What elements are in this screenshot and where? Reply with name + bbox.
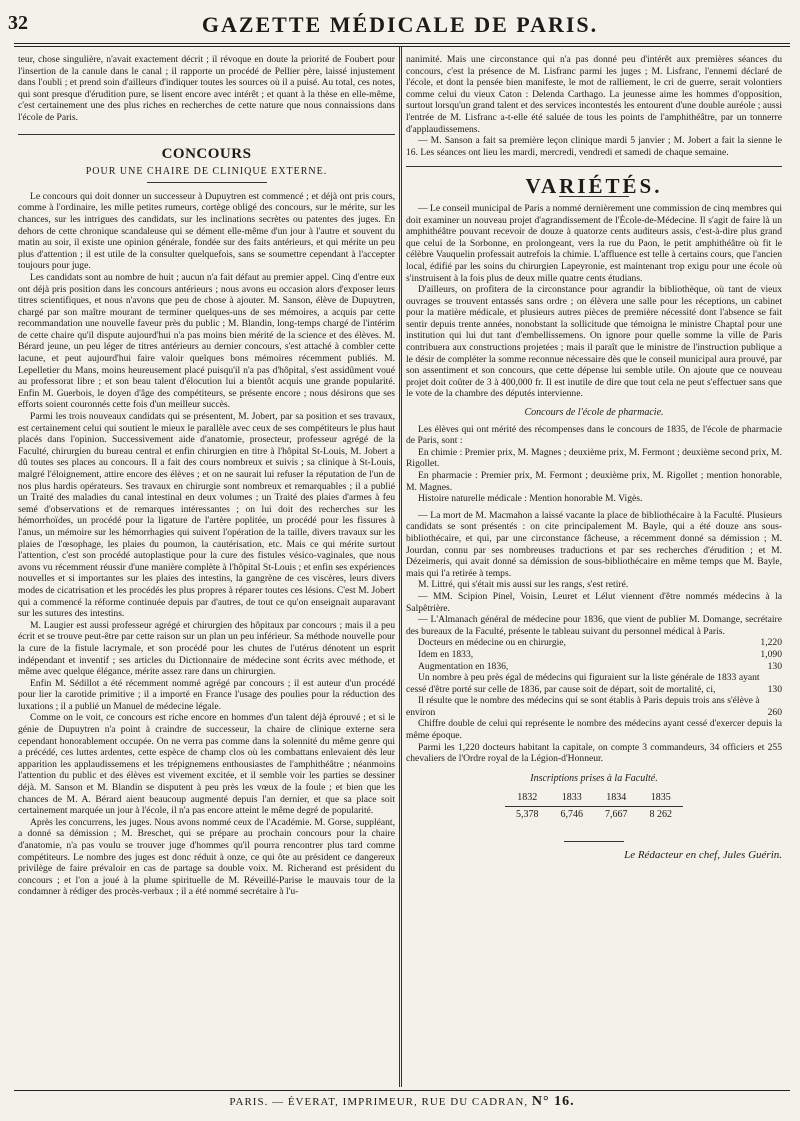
count-cell: 8 262 xyxy=(649,809,672,821)
subheading-rule xyxy=(147,182,267,183)
concours-paragraph: Les candidats sont au nombre de huit ; aucun n'a fait défaut au premier appel. Cinq d'entre eux ont déjà pris position dans les concours antérieurs ; nous avons eu occasion alors d'exposer leurs titres scientifiques, et nous n'avons que peu de chose à ajouter. M. Sanson, élève de Dupuytren, chargé par son maître mourant de terminer quelques-uns de ses mémoires, a acquis par cette recommandation une nouvelle faveur près du public ; M. Blandin, long-temps chargé de l'intérim de cette chaire qu'il dispute aujourd'hui n'a pas moins bien mérité de la science et des élèves. M. Bérard jeune, un peu léger de titres antérieurs au dernier concours, s'est attaché à combler cette lacune, et peut aujourd'hui faire valoir quelques bons mémoires récemment publiés. M. Lepelletier du Mans, moins heureusement placé puisqu'il n'a pas d'hôpital, s'est assidûment voué au professorat libre ; et son beau talent d'élocution lui a bientôt acquis une grande popularité. Enfin M. Guerbois, le doyen d'âge des compétiteurs, se présente encore ; nous désirons que ses efforts soient couronnés cette fois d'un meilleur succès. xyxy=(18,271,395,411)
concours-paragraph: M. Laugier est aussi professeur agrégé et chirurgien des hôpitaux par concours ; mais il a peu écrit et se trouve peut-être par cette raison sur un plan un peu inférieur. Sa méthode nouvelle pour la cure de la fistule lacrymale, et son procédé pour les chutes de l'utérus dénotent un esprit indépendant et inventif ; ses articles du Dictionnaire de médecine sont écrits avec méthode, et même avec quelque élégance, mérite assez rare dans un chirurgien. xyxy=(18,619,395,678)
footer-rule xyxy=(14,1090,790,1091)
stat-note: Un nombre à peu près égal de médecins qui figuraient sur la liste générale de 1833 ayant cessé d'être porté sur celle de 1836, par cause soit de départ, soit de mortalité, ci, 130 xyxy=(406,672,782,695)
section-rule xyxy=(18,134,395,135)
left-column xyxy=(18,54,395,1090)
pharmacie-line: En chimie : Premier prix, M. Magnes ; deuxième prix, M. Fermont ; deuxième second prix, M. Rigollet. xyxy=(406,446,782,470)
section-heading-varietes: VARIÉTÉS. xyxy=(525,174,663,199)
stat-note: Il résulte que le nombre des médecins qui se sont établis à Paris depuis trois ans s'élève à environ 260 xyxy=(406,695,782,718)
inscriptions-table xyxy=(505,790,683,822)
closing-rule xyxy=(564,841,624,842)
printer-line: PARIS. — ÉVERAT, IMPRIMEUR, RUE DU CADRAN, xyxy=(229,1096,529,1108)
pharmacie-intro: Les élèves qui ont mérité des récompenses dans le concours de 1835, de l'école de pharmacie de Paris, sont : xyxy=(406,423,782,447)
concours-paragraph: Comme on le voit, ce concours est riche encore en hommes d'un talent déjà éprouvé ; et si le génie de Dupuytren n'a point à craindre de successeur, la chaire de clinique externe sera cependant honorablement occupée. On ne verra pas comme dans la solennité du même genre qui a précédé, ces luttes ardentes, cette espèce de champ clos où les combattans enlevaient dès leur apparition les applaudissemens et les trépignemens enthousiastes de l'amphithéâtre ; néanmoins l'attention du public et des élèves est vivement excitée, et il semble voir les parties se dessiner déjà. M. Sanson et M. Blandin se disputent à peu près les vœux de la foule ; et bien que les chances de M. A. Bérard aient beaucoup augmenté depuis l'an dernier, et que sa place soit certainement marquée un jour à l'école, il n'a pas encore atteint le même degré de popularité. xyxy=(18,712,395,817)
varietes-paragraph: — Le conseil municipal de Paris a nommé dernièrement une commission de cinq membres qui doit examiner un nouveau projet d'agrandissement de l'École-de-Médecine. Il s'agit de faire là un amphithéâtre pouvant recevoir de douze à quatorze cents auditeurs assis, c'est-à-dire plus grand que celui de la Sorbonne, en prolongeant, vers la rue du Paon, le petit amphithéâtre où fit le célèbre Vauquelin professait autrefois la chimie. L'affluence est telle à certains cours, que l'ancien local, édifié par les soins du chirurgien Lapeyronie, est maintenant trop exigu pour une école où s'instruisent à la fois plus de deux mille quatre cents étudians. xyxy=(406,202,782,284)
year-cell: 1835 xyxy=(639,790,684,806)
editor-signature: Le Rédacteur en chef, Jules Guérin. xyxy=(624,848,782,861)
count-cell: 7,667 xyxy=(605,809,628,821)
stat-row: Docteurs en médecine ou en chirurgie, 1,220 xyxy=(418,637,782,649)
stat-row: Idem en 1833, 1,090 xyxy=(418,648,782,660)
lecon-paragraph: — M. Sanson a fait sa première leçon clinique mardi 5 janvier ; M. Jobert a fait la sienne le 16. Les séances ont lieu les mardi, mercredi, vendredi et samedi de chaque semaine. xyxy=(406,135,782,158)
stats-tail: Chiffre double de celui qui représente le nombre des médecins ayant cessé d'exercer depuis la même époque. xyxy=(406,718,782,742)
news-item: — L'Almanach général de médecine pour 1836, que vient de publier M. Domange, secrétaire des bureaux de la Faculté, présente le tableau suivant du personnel médical à Paris. xyxy=(406,614,782,637)
concours-subheading: POUR UNE CHAIRE DE CLINIQUE EXTERNE. xyxy=(85,166,328,178)
header-rule xyxy=(14,43,790,44)
journal-title: GAZETTE MÉDICALE DE PARIS. xyxy=(201,12,599,37)
stats-tail: Parmi les 1,220 docteurs habitant la capitale, on compte 3 commandeurs, 34 officiers et 255 chevaliers de l'Ordre royal de la Légion-d'Honneur. xyxy=(406,741,782,765)
concours-paragraph: Le concours qui doit donner un successeur à Dupuytren est commencé ; et déjà ont pris cours, comme à l'ordinaire, les mille petites rumeurs, cortège obligé des concours, sur le mérite, sur les chances, sur les intrigues des candidats, sur les inclinations secrètes ou patentes des juges. En dehors de cette chronique scandaleuse qui se dément elle-même d'un jour à l'autre et souvent du matin au soir, il existe une opinion générale, fondée sur des faits antérieurs, et qui mérite un peu plus d'attention ; il est utile de la consulter quelquefois, sans se soumettre cependant à l'accepter toujours pour juge. xyxy=(18,190,395,272)
year-cell: 1834 xyxy=(594,790,639,806)
article-continuation-right: nanimité. Mais une circonstance qui n'a pas donné peu d'intérêt aux premières séances du concours, c'est la présence de M. Lisfranc parmi les juges ; M. Lisfranc, l'ennemi déclaré de l'école, et dont la pensée bien manifeste, le mot de ralliement, le cri de guerre, serait volontiers comme celui du vieux Caton : Delenda Carthago. La jeunesse aime les hommes d'opposition, surtout lorsqu'un grand talent et des services incontestés les entourent d'une double auréole ; aussi l'entrée de M. Lisfranc a-t-elle été saluée de tous les points de l'amphithéâtre, par un tonnerre d'applaudissemens. xyxy=(406,54,782,135)
concours-paragraph: Après les concurrens, les juges. Nous avons nommé ceux de l'Académie. M. Gorse, suppléant, a donné sa démission ; M. Breschet, qui se prépare au prochain concours pour la chaire d'anatomie, n'a pas voulu se trouver juge d'hommes qu'il pourra rencontrer plus tard comme compétiteurs. Le nombre des juges est donc réduit à onze, ce qui ôte au président ce dangereux privilège de faire prévaloir en cas de partage sa double voix. M. Richerand est président du concours ; et l'on a joué à la plume spirituelle de M. Réveillé-Parise le mauvais tour de la condamner à rédiger des procès-verbaux ; il a été nommé secrétaire à l'u- xyxy=(18,816,395,898)
stat-row: Augmentation en 1836, 130 xyxy=(418,660,782,672)
news-item: — MM. Scipion Pinel, Voisin, Leuret et Lélut viennent d'être nommés médecins à la Salpêtrière. xyxy=(406,590,782,614)
column-separator xyxy=(399,47,402,1087)
article-continuation: teur, chose singulière, n'avait exactement décrit ; il révoque en doute la priorité de Foubert pour l'insertion de la canule dans le canal ; il rapporte un procédé de Pellier père, laissé injustement dans l'oubli ; et prend soin d'ailleurs d'indiquer toutes les sources où il a puisé. Au total, ces notes, qui sont presque d'érudition pure, se lisent encore avec intérêt ; et quant à la thèse en elle-même, c'est certainement une des plus riches en recherches de cette nature que nous connaissions dans l'école de Paris. xyxy=(18,54,395,123)
news-item: M. Littré, qui s'était mis aussi sur les rangs, s'est retiré. xyxy=(418,579,629,591)
pharmacie-heading: Concours de l'école de pharmacie. xyxy=(524,407,664,419)
year-cell: 1832 xyxy=(505,790,550,806)
count-cell: 6,746 xyxy=(560,809,583,821)
section-heading-concours: CONCOURS xyxy=(161,145,252,162)
page-number: 32 xyxy=(8,12,28,34)
news-item: — La mort de M. Macmahon a laissé vacante la place de bibliothécaire à la Faculté. Plusieurs candidats se sont présentés : on cite principalement M. Bayle, qui a été douze ans sous-bibliothécaire, et qui, par une circonstance fâcheuse, a récemment donné sa démission ; M. Jourdan, connu par ses nombreuses traductions et par ses recherches d'érudition ; et M. Dézeimeris, qui avait donné sa démission de sous-bibliothécaire en même temps que M. Bayle, mais qui l'a retirée à temps. xyxy=(406,509,782,579)
count-cell: 5,378 xyxy=(516,809,539,821)
section-rule xyxy=(406,166,782,167)
issue-number: N° 16. xyxy=(531,1094,575,1109)
pharmacie-line: Histoire naturelle médicale : Mention honorable M. Vigès. xyxy=(418,493,643,505)
concours-paragraph: Enfin M. Sédillot a été récemment nommé agrégé par concours ; il est auteur d'un procédé pour lier la carotide primitive ; il a importé en France l'usage des poulies pour la réduction des luxations ; il a publié un Manuel de médecine légale. xyxy=(18,677,395,712)
inscriptions-heading: Inscriptions prises à la Faculté. xyxy=(530,772,658,784)
pharmacie-line: En pharmacie : Premier prix, M. Fermont ; deuxième prix, M. Rigollet ; mention honorable, M. Magnes. xyxy=(406,470,782,493)
varietes-paragraph: D'ailleurs, on profitera de la circonstance pour agrandir la bibliothèque, où tant de vieux ouvrages se trouvent entassés sans ordre ; on élèvera une salle pour les réceptions, un cabinet pour la matière médicale, et plusieurs autres pièces de première nécessité dont l'absence se fait sentir depuis trente années, nonobstant la sollicitude que témoigna le ministre Chaptal pour une institution qui lui dut tant d'embellissemens. On ignore pour quelle somme la ville de Paris contribuera aux constructions projetées ; mais il paraît que le ministre de l'instruction publique a le désir de compléter la somme reconnue nécessaire dès que le conseil municipal aura prouvé, par son assentiment et son concours, que cette dépense lui semble utile. On ajoute que ce nouveau projet doit coûter de 3 à 400,000 fr. Il est inutile de dire que tout cela ne peut s'effectuer sans que le vote de la chambre des députés intervienne. xyxy=(406,284,782,400)
masthead xyxy=(8,12,792,38)
right-column xyxy=(406,54,782,1090)
concours-paragraph: Parmi les trois nouveaux candidats qui se présentent, M. Jobert, par sa position et ses travaux, est certainement celui qui soutient le mieux le parallèle avec ceux de ses compétiteurs le plus haut placés dans l'opinion. Successivement aide d'anatomie, prosecteur, professeur agrégé de la Faculté, chirurgien du bureau central et enfin chirurgien en titre à l'hôpital St-Louis, M. Jobert a dû toutes ses places au concours. Il a fait des cours nombreux et suivis ; sa clinique à St-Louis, malgré l'éloignement, attire encore des élèves ; et on ne saurait lui refuser la réputation de l'un de nos plus hardis opérateurs. Ses travaux en chirurgie sont nombreux et remarquables ; il a publié un Traité des maladies du canal intestinal en deux volumes ; un Traité des plaies d'armes à feu semé d'observations et de remarques intéressantes ; on lui doit des recherches sur les hémorrhoïdes, un procédé pour la ligature de l'artère poplitée, un procédé pour les fissures à l'anus, un mémoire sur les hémorrhagies qui suivent l'opération de la taille, divers travaux sur les plaies de l'œsophage, les plaies du poumon, la cautérisation, etc. Mais ce qui mérite surtout l'attention, c'est son procédé autoplastique pour la cure des fistules vésico-vaginales, que nous avons vu récemment réussir d'une manière complète à l'hôpital St-Louis ; et enfin ses expériences nouvelles et si importantes sur les plaies des intestins, la gangrène de ces viscères, leurs divers modes de cicatrisation et les procédés les plus propres à réparer toutes ces lésions. C'est M. Jobert qui a commencé la réforme continuée depuis par d'autres, de tout ce qu'on enseignait auparavant sur les sutures des intestins. xyxy=(18,411,395,620)
imprint-footer xyxy=(14,1094,790,1110)
year-cell: 1833 xyxy=(550,790,595,806)
header-rule-2 xyxy=(14,46,790,47)
